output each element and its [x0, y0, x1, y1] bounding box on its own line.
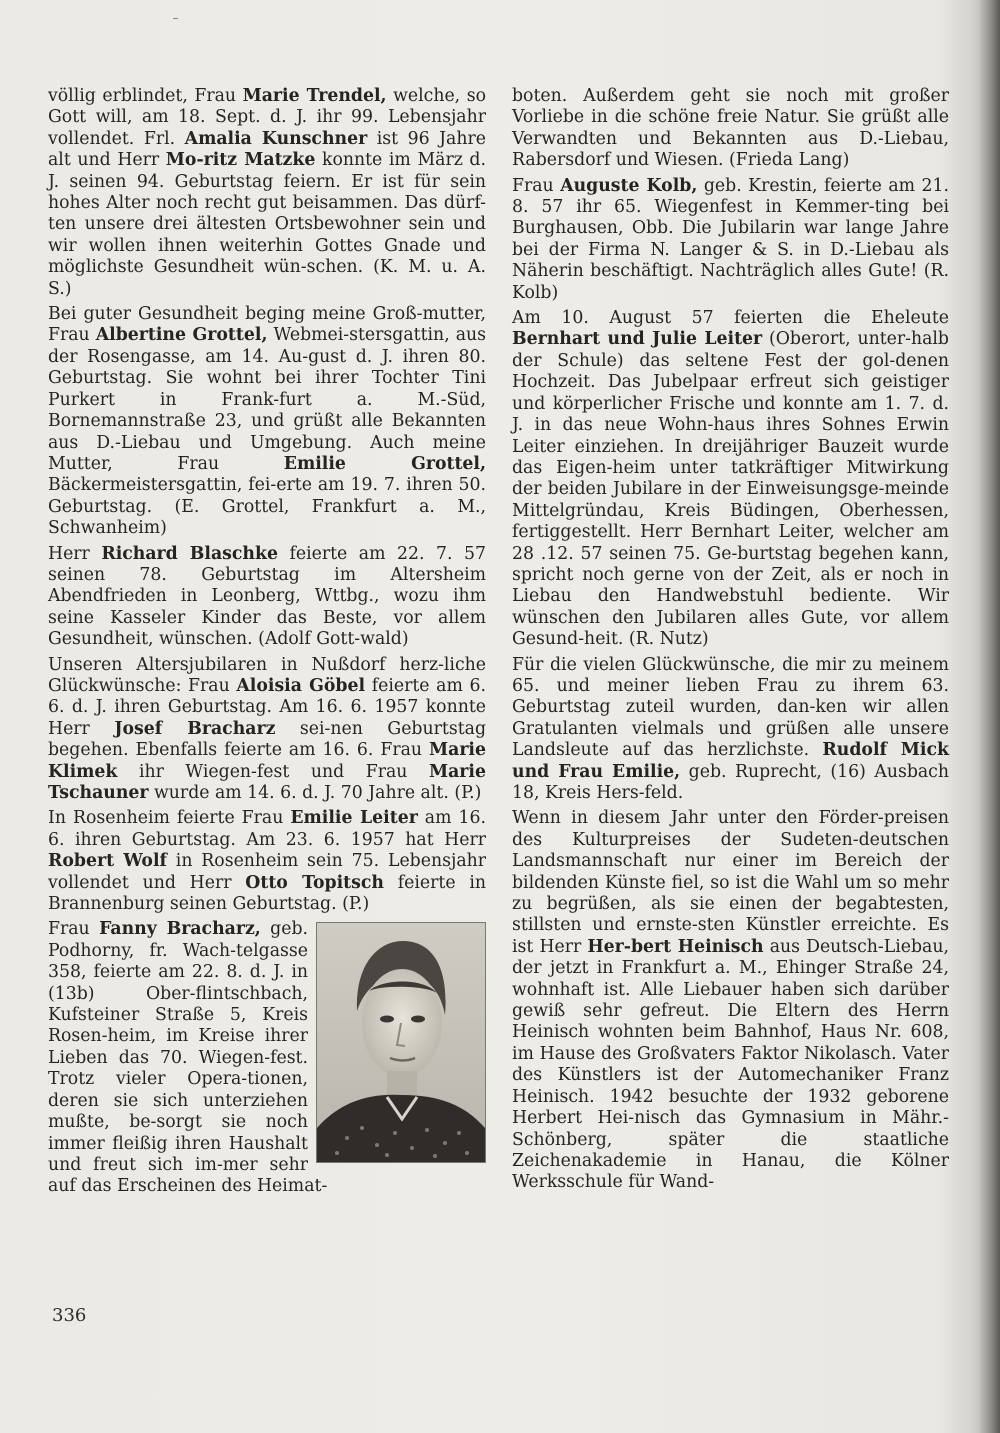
name-highlight: Auguste Kolb, — [560, 175, 698, 196]
paragraph-bracharz: Frau Fanny Bracharz, geb. Podhorny, fr. Wach-telgasse 358, feierte am 22. 8. d. J. in (13b) Ober-flintschbach, Kufsteiner Straße 5, Kreis Rosen-heim, im Kreise ihrer Lieben das 70. Wiegen-fest. Trotz vieler Opera-tionen, deren sie sich unterziehen mußte, be-sorgt sie noch immer fleißig ihren Haushalt und freut sich im-mer sehr auf das Erscheinen des Heimat- — [48, 919, 486, 1197]
paragraph-kolb: Frau Auguste Kolb, geb. Krestin, feierte am 21. 8. 57 ihr 65. Wiegenfest in Kemmer-ting bei Burghausen, Obb. Die Jubilarin war lange Jahre bei der Firma N. Langer & S. in D.-Liebau als Näherin beschäftigt. Nachträglich alles Gute! (R. Kolb) — [512, 175, 949, 303]
paragraph-blaschke: Herr Richard Blaschke feierte am 22. 7. 57 seinen 78. Geburtstag im Altersheim Abendfrieden in Leonberg, Wttbg., wozu ihm seine Kasseler Kinder das Beste, vor allem Gesundheit, wünschen. (Adolf Gott-wald) — [48, 543, 486, 650]
paragraph-grottel: Bei guter Gesundheit beging meine Groß-mutter, Frau Albertine Grottel, Webmei-stersgattin, aus der Rosengasse, am 14. Au-gust d. J. ihren 80. Geburtstag. Sie wohnt bei ihrer Tochter Tini Purkert in Frank-furt a. M.-Süd, Bornemannstraße 23, und grüßt alle Bekannten aus D.-Liebau und Umgebung. Auch meine Mutter, Frau Emilie Grottel, Bäckermeistersgattin, fei-erte am 19. 7. ihren 50. Geburtstag. (E. Grottel, Frankfurt a. M., Schwanheim) — [48, 304, 487, 539]
name-highlight: Rudolf Mick und Frau Emilie, — [512, 740, 949, 782]
name-highlight: Fanny Bracharz, — [99, 919, 261, 940]
paragraph-leiter: Am 10. August 57 feierten die Eheleute Bernhart und Julie Leiter (Oberort, unter-halb der Schule) das seltene Fest der gol-denen Hochzeit. Das Jubelpaar erfreut sich geistiger und körperlicher Frische und konnte am 1. 7. d. J. in das neue Wohn-haus ihres Sohnes Erwin Leiter einziehen. In dreijähriger Bauzeit wurde das Eigen-heim unter tatkräftiger Mitwirkung der beiden Jubilare in der Einweisungsge-meinde Mittelgründau, Kreis Büdingen, Oberhessen, fertiggestellt. Herr Bernhart Leiter, welcher am 28 .12. 57 seinen 75. Ge-burtstag begehen kann, spricht noch gerne von der Zeit, als er noch in Liebau den Handwebstuhl bediente. Wir wünschen den Jubilaren alles Gute, vor allem Gesund-heit. (R. Nutz) — [512, 308, 949, 650]
binding-shadow — [978, 0, 1000, 1433]
paragraph-mick: Für die vielen Glückwünsche, die mir zu meinem 65. und meiner lieben Frau zu ihrem 63. Geburtstag zuteil wurden, dan-ken wir allen Gratulanten vielmals und grüßen alle unsere Landsleute auf das herzlichste. Rudolf Mick und Frau Emilie, geb. Ruprecht, (16) Ausbach 18, Kreis Hers-feld. — [512, 654, 949, 803]
name-highlight: Marie Klimek — [48, 740, 486, 782]
paragraph-trendel: völlig erblindet, Frau Marie Trendel, welche, so Gott will, am 18. Sept. d. J. ihr 99. Lebensjahr vollendet. Frl. Amalia Kunschner ist 96 Jahre alt und Herr Mo-ritz Matzke konnte im März d. J. seinen 94. Geburtstag feiern. Er ist für sein hohes Alter noch recht gut beisammen. Das dürf-ten unsere drei ältesten Ortsbewohner sein und wir wollen ihnen weiterhin Gottes Gnade und möglichste Gesundheit wün-schen. (K. M. u. A. S.) — [48, 86, 486, 299]
left-column — [48, 86, 486, 1202]
name-highlight: Otto Topitsch — [245, 872, 384, 893]
name-highlight: Amalia Kunschner — [184, 128, 368, 149]
name-highlight: Robert Wolf — [48, 851, 167, 872]
name-highlight: Bernhart und Julie Leiter — [512, 329, 763, 350]
paragraph-rosenheim: In Rosenheim feierte Frau Emilie Leiter am 16. 6. ihren Geburtstag. Am 23. 6. 1957 hat Herr Robert Wolf in Rosenheim sein 75. Lebensjahr vollendet und Herr Otto Topitsch feierte in Brannenburg seinen Geburtstag. (P.) — [48, 808, 487, 915]
name-highlight: Her-bert Heinisch — [587, 936, 764, 957]
name-highlight: Marie Tschauner — [48, 761, 486, 803]
paragraph-continuation: boten. Außerdem geht sie noch mit großer Vorliebe in die schöne freie Natur. Sie grüßt alle Verwandten und Bekannten aus D.-Liebau, Rabersdorf und Wiesen. (Frieda Lang) — [512, 86, 949, 171]
name-highlight: Josef Bracharz — [114, 718, 276, 739]
name-highlight: Mo-ritz Matzke — [165, 150, 316, 171]
name-highlight: Aloisia Göbel — [236, 675, 366, 696]
name-highlight: Marie Trendel, — [242, 86, 387, 106]
paragraph-nussdorf: Unseren Altersjubilaren in Nußdorf herz-liche Glückwünsche: Frau Aloisia Göbel feierte am 6. 6. d. J. ihren Geburtstag. Am 16. 6. 1957 konnte Herr Josef Bracharz sei-nen Geburtstag begehen. Ebenfalls feierte am 16. 6. Frau Marie Klimek ihr Wiegen-fest und Frau Marie Tschauner wurde am 14. 6. d. J. 70 Jahre alt. (P.) — [48, 654, 487, 803]
name-highlight: Richard Blaschke — [101, 543, 278, 564]
scan-mark — [173, 18, 178, 19]
paragraph-heinisch: Wenn in diesem Jahr unter den Förder-preisen des Kulturpreises der Sudeten-deutschen Landsmannschaft nur einer im Bereich der bildenden Künste fiel, so ist die Wahl um so mehr zu begrüßen, als sie einen der begabtesten, stillsten und ernste-sten Künstler erreichte. Es ist Herr Her-bert Heinisch aus Deutsch-Liebau, der jetzt in Frankfurt a. M., Ehinger Straße 24, wohnhaft ist. Alle Liebauer haben sich darüber gewiß sehr gefreut. Die Eltern des Herrn Heinisch wohnten beim Bahnhof, Haus Nr. 608, im Hause des Großvaters Faktor Nikolasch. Vater des Künstlers ist der Automechaniker Franz Heinisch. 1942 besuchte der 1932 geborene Herbert Hei-nisch das Gymnasium in Mähr.-Schönberg, später die staatliche Zeichenakademie in Hanau, die Kölner Werksschule für Wand- — [512, 808, 949, 1193]
right-column — [512, 86, 949, 1198]
name-highlight: Albertine Grottel, — [95, 325, 268, 346]
portrait-photo — [316, 922, 486, 1163]
page-number: 336 — [52, 1305, 87, 1326]
name-highlight: Emilie Leiter — [290, 808, 418, 829]
name-highlight: Emilie Grottel, — [283, 453, 487, 474]
